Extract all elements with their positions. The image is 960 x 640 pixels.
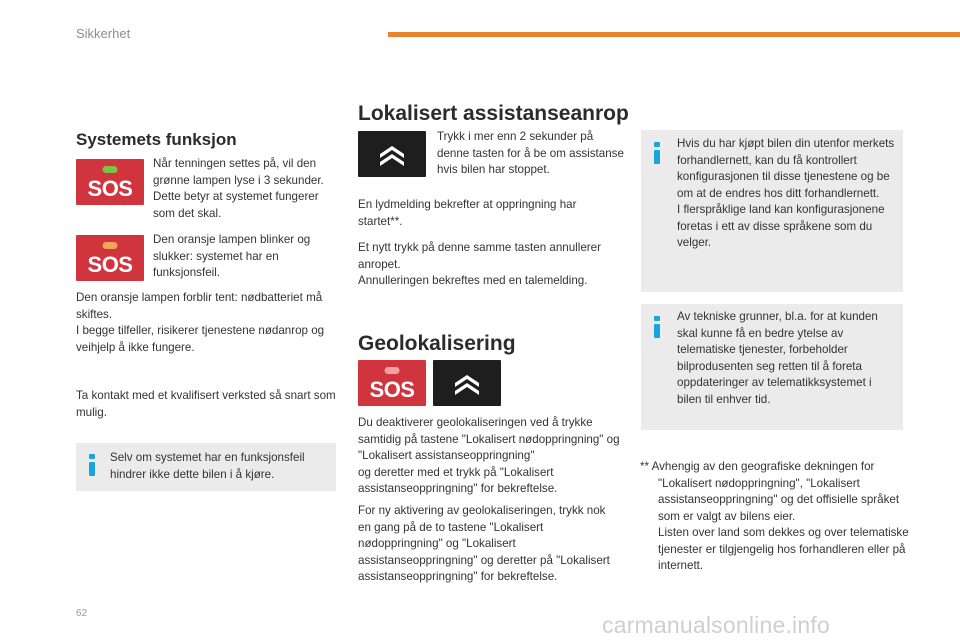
- assistance-button-geo: [433, 360, 501, 406]
- footnote: ** Avhengig av den geografiske dekningen for "Lokalisert nødoppringning", "Lokalisert assistanseoppringning" og det offisielle språket som er valgt av bilens eier. Listen over land som dekkes og over telematiske tjenester er tilgjengelig hos forhandleren eller på internett.: [640, 460, 909, 572]
- chevrons-icon: [433, 360, 501, 406]
- contact-workshop-text: Ta kontakt med et kvalifisert verksted så snart som mulig.: [76, 389, 336, 419]
- systemets-funksjon-heading: Systemets funksjon: [76, 130, 237, 149]
- green-lamp-text: Når tenningen settes på, vil den grønne lampen lyse i 3 sekunder. Dette betyr at systemet fungerer som det skal.: [153, 157, 324, 220]
- assistance-button-icon: [358, 131, 426, 177]
- green-lamp-icon: [103, 166, 118, 173]
- voice-confirm-text: En lydmelding bekrefter at oppringning har startet**.: [358, 198, 577, 228]
- info-text-updates: Av tekniske grunner, bl.a. for at kunden skal kunne få en bedre ytelse av telematiske tjenester, forbeholder bilprodusenten seg retten til å foreta oppdateringer av telematikksystemet i bilen til enhver tid.: [677, 310, 878, 406]
- info-icon: [654, 316, 660, 321]
- press-assistance-text: Trykk i mer enn 2 sekunder på denne tasten for å be om assistanse hvis bilen har stoppet.: [437, 130, 624, 176]
- info-text-left: Selv om systemet har en funksjonsfeil hindrer ikke dette bilen i å kjøre.: [110, 451, 305, 481]
- battery-text: Den oransje lampen forblir tent: nødbatteriet må skiftes. I begge tilfeller, risikerer tjenestene nødanrop og veihjelp å ikke fungere.: [76, 291, 325, 354]
- sos-button-green-lamp: [76, 159, 144, 205]
- orange-lamp-text: Den oransje lampen blinker og slukker: systemet har en funksjonsfeil.: [153, 233, 311, 279]
- lamp-icon: [385, 367, 400, 374]
- sos-button-orange-lamp: [76, 235, 144, 281]
- chevrons-icon: [358, 131, 426, 177]
- watermark: carmanualsonline.info: [602, 612, 830, 638]
- lokalisert-assistanseanrop-heading: Lokalisert assistanseanrop: [358, 102, 629, 125]
- reactivate-geo-text: For ny aktivering av geolokaliseringen, trykk nok en gang på de to tastene "Lokalisert nødoppringning" og "Lokalisert assistanseoppringning" og deretter på "Lokalisert assistanseoppringning" for bekreftelse.: [358, 504, 610, 583]
- info-icon: [89, 454, 95, 459]
- orange-lamp-icon: [103, 242, 118, 249]
- info-icon: [654, 142, 660, 147]
- page-number: 62: [76, 608, 88, 619]
- info-text-dealer: Hvis du har kjøpt bilen din utenfor merkets forhandlernett, kan du få kontrollert konfigurasjonen til disse tjenestene og be om at de endres hos ditt forhandlernett. I flerspråklige land kan konfigurasjonene foretas i ett av disse språkene som du velger.: [677, 137, 895, 249]
- header-accent-bar: [388, 32, 960, 37]
- deactivate-geo-text: Du deaktiverer geolokaliseringen ved å trykke samtidig på tastene "Lokalisert nødoppringning" og "Lokalisert assistanseoppringning" og deretter med et trykk på "Lokalisert assistanseoppringning" for bekreftelse.: [358, 416, 620, 495]
- sos-label: SOS: [87, 252, 133, 277]
- info-box-dealer: [641, 130, 903, 292]
- section-label: Sikkerhet: [76, 26, 131, 41]
- sos-label: SOS: [369, 377, 415, 402]
- sos-button-geo: [358, 360, 426, 406]
- sos-label: SOS: [87, 176, 133, 201]
- cancel-call-text: Et nytt trykk på denne samme tasten annullerer anropet. Annulleringen bekreftes med en talemelding.: [358, 241, 601, 287]
- geolokalisering-heading: Geolokalisering: [358, 332, 516, 355]
- info-box-left: [76, 443, 336, 491]
- info-box-updates: [641, 304, 903, 430]
